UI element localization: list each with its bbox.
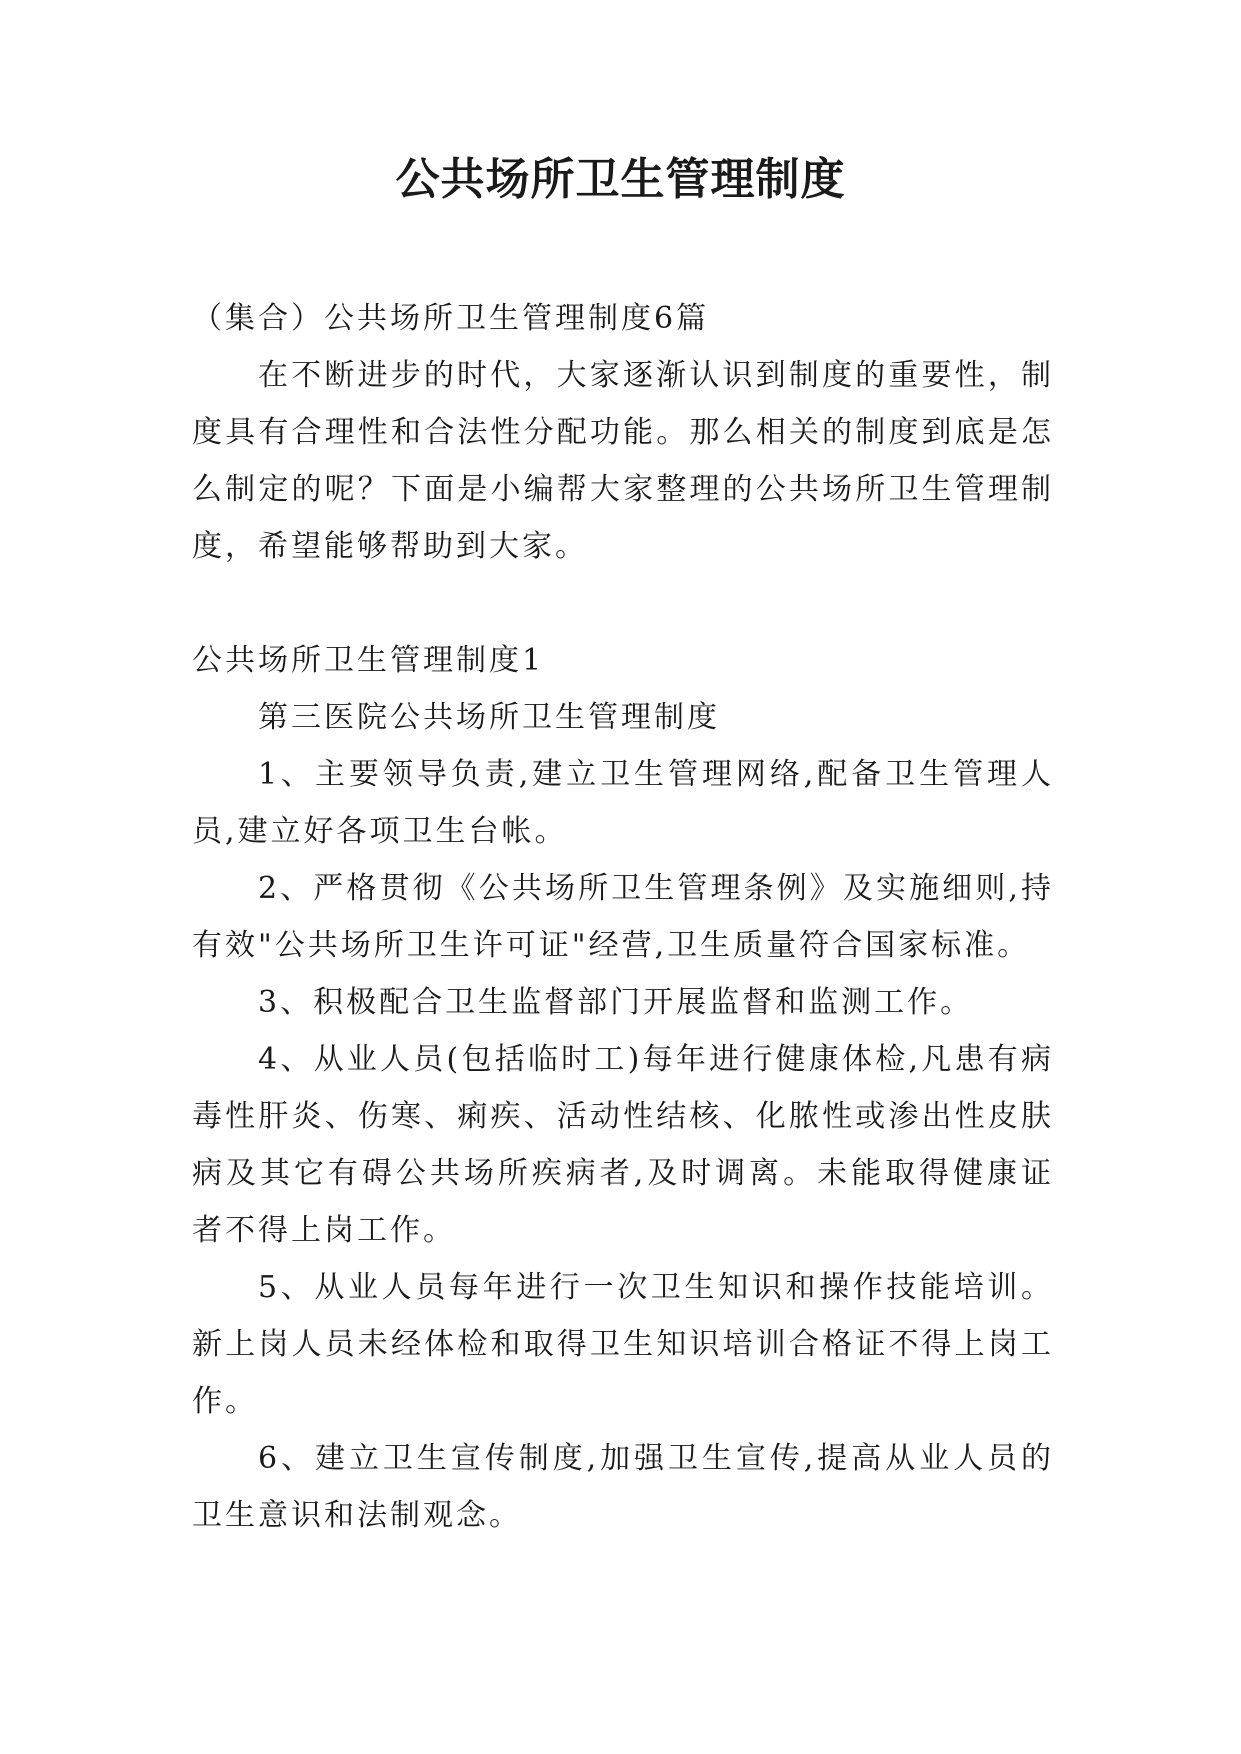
rule-item-3: 3、积极配合卫生监督部门开展监督和监测工作。	[258, 985, 974, 1020]
document-body	[192, 290, 1054, 1544]
rule-item-5: 5、从业人员每年进行一次卫生知识和操作技能培训。新上岗人员未经体检和取得卫生知识培训合格证不得上岗工作。	[192, 1270, 1054, 1419]
rule-item-4: 4、从业人员(包括临时工)每年进行健康体检,凡患有病毒性肝炎、伤寒、痢疾、活动性结核、化脓性或渗出性皮肤病及其它有碍公共场所疾病者,及时调离。未能取得健康证者不得上岗工作。	[192, 1042, 1054, 1248]
rule-item-6: 6、建立卫生宣传制度,加强卫生宣传,提高从业人员的卫生意识和法制观念。	[192, 1441, 1054, 1533]
intro-paragraph: 在不断进步的时代，大家逐渐认识到制度的重要性，制度具有合理性和合法性分配功能。那么相关的制度到底是怎么制定的呢？下面是小编帮大家整理的公共场所卫生管理制度，希望能够帮助到大家。	[192, 358, 1054, 564]
rule-item-2: 2、严格贯彻《公共场所卫生管理条例》及实施细则,持有效"公共场所卫生许可证"经营,卫生质量符合国家标准。	[192, 871, 1054, 963]
document-subtitle: （集合）公共场所卫生管理制度6篇	[192, 301, 710, 336]
section-subtitle: 第三医院公共场所卫生管理制度	[258, 700, 720, 735]
document-title: 公共场所卫生管理制度	[395, 154, 846, 205]
section-heading: 公共场所卫生管理制度1	[192, 643, 545, 678]
rule-item-1: 1、主要领导负责,建立卫生管理网络,配备卫生管理人员,建立好各项卫生台帐。	[192, 757, 1054, 849]
section-spacer	[192, 575, 1054, 632]
